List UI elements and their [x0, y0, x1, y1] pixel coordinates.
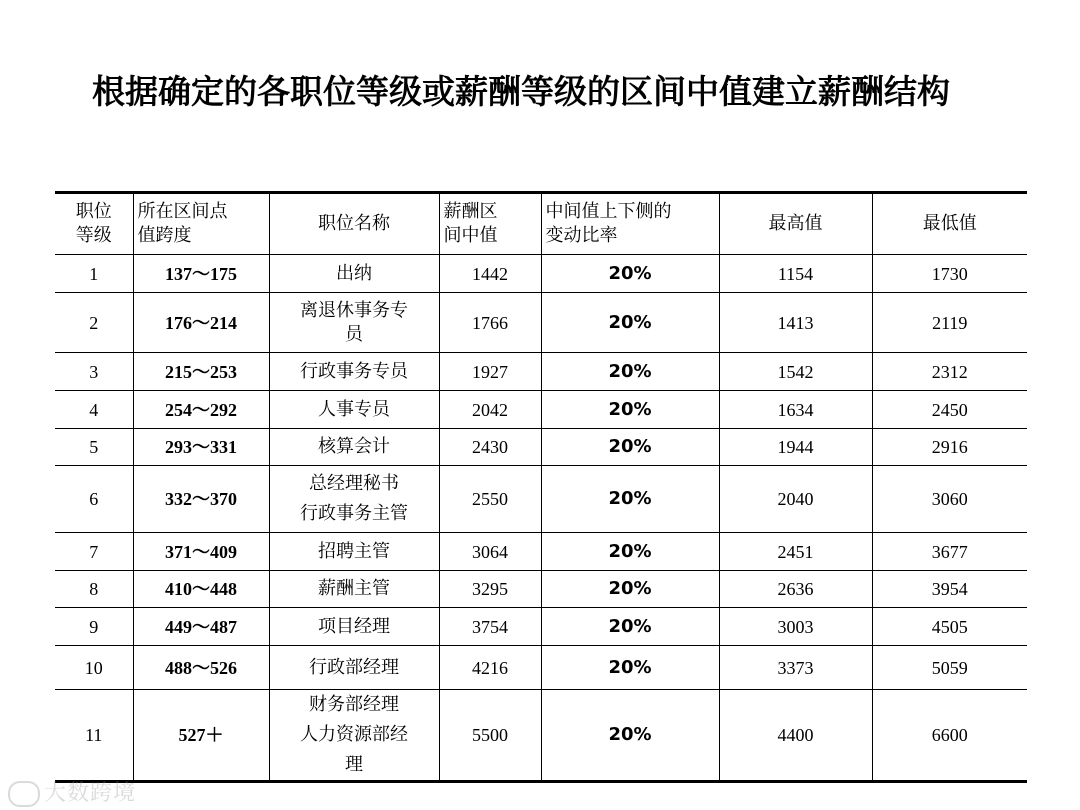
grade-cell: 11	[55, 690, 133, 782]
max-cell: 1154	[719, 255, 872, 293]
min-cell: 1730	[872, 255, 1027, 293]
ratio-cell: 20%	[541, 690, 719, 782]
position-name-cell	[269, 391, 439, 429]
span-cell: 137～175	[133, 255, 269, 293]
watermark: 大数跨境	[8, 776, 136, 807]
position-name: 人事专员	[318, 398, 390, 420]
table-row	[55, 255, 1027, 293]
header-variation-ratio: 中间值上下侧的 变动比率	[541, 193, 719, 255]
min-cell: 3060	[872, 466, 1027, 533]
min-cell: 6600	[872, 690, 1027, 782]
midpoint-cell: 1442	[439, 255, 541, 293]
ratio-cell: 20%	[541, 293, 719, 353]
header-midpoint: 薪酬区 间中值	[439, 193, 541, 255]
position-name: 财务部经理	[309, 694, 399, 715]
position-name-cell	[269, 466, 439, 533]
span-cell: 176～214	[133, 293, 269, 353]
position-name: 行政事务专员	[300, 360, 408, 382]
position-name: 薪酬主管	[318, 578, 390, 599]
ratio-cell: 20%	[541, 255, 719, 293]
max-cell: 1634	[719, 391, 872, 429]
span-cell: 488～526	[133, 646, 269, 690]
grade-cell: 5	[55, 429, 133, 466]
ratio-cell: 20%	[541, 429, 719, 466]
position-name: 出纳	[336, 262, 372, 284]
table-header-row	[55, 193, 1027, 255]
midpoint-cell: 5500	[439, 690, 541, 782]
ratio-cell: 20%	[541, 353, 719, 391]
position-name: 行政部经理	[309, 656, 399, 678]
table-row	[55, 646, 1027, 690]
position-name: 总经理秘书	[309, 473, 399, 494]
page-title: 根据确定的各职位等级或薪酬等级的区间中值建立薪酬结构	[92, 72, 950, 111]
ratio-cell: 20%	[541, 466, 719, 533]
salary-structure-table	[55, 191, 1027, 783]
span-cell: 449～487	[133, 608, 269, 646]
position-name-cell	[269, 646, 439, 690]
position-name: 核算会计	[318, 436, 390, 457]
min-cell: 2312	[872, 353, 1027, 391]
min-cell: 2119	[872, 293, 1027, 353]
table-row	[55, 608, 1027, 646]
midpoint-cell: 2042	[439, 391, 541, 429]
span-cell: 371～409	[133, 533, 269, 571]
span-cell: 527＋	[133, 690, 269, 782]
position-name-cell	[269, 608, 439, 646]
min-cell: 2450	[872, 391, 1027, 429]
position-name: 人力资源部经理	[300, 724, 408, 775]
span-cell: 215～253	[133, 353, 269, 391]
midpoint-cell: 3754	[439, 608, 541, 646]
max-cell: 2636	[719, 571, 872, 608]
midpoint-cell: 1766	[439, 293, 541, 353]
position-name: 项目经理	[318, 615, 390, 637]
table-row	[55, 429, 1027, 466]
ratio-cell: 20%	[541, 646, 719, 690]
table-row	[55, 533, 1027, 571]
position-name-cell	[269, 571, 439, 608]
max-cell: 1542	[719, 353, 872, 391]
midpoint-cell: 3064	[439, 533, 541, 571]
grade-cell: 4	[55, 391, 133, 429]
grade-cell: 8	[55, 571, 133, 608]
grade-cell: 9	[55, 608, 133, 646]
max-cell: 1413	[719, 293, 872, 353]
min-cell: 3677	[872, 533, 1027, 571]
max-cell: 1944	[719, 429, 872, 466]
grade-cell: 1	[55, 255, 133, 293]
table-row	[55, 353, 1027, 391]
grade-cell: 2	[55, 293, 133, 353]
header-span: 所在区间点 值跨度	[133, 193, 269, 255]
position-name: 离退休事务专员	[300, 299, 408, 345]
header-position-name: 职位名称	[269, 193, 439, 255]
position-name-cell	[269, 533, 439, 571]
header-min: 最低值	[872, 193, 1027, 255]
header-grade: 职位 等级	[55, 193, 133, 255]
header-max: 最高值	[719, 193, 872, 255]
min-cell: 2916	[872, 429, 1027, 466]
position-name-cell	[269, 429, 439, 466]
max-cell: 2040	[719, 466, 872, 533]
max-cell: 2451	[719, 533, 872, 571]
position-name-cell	[269, 690, 439, 782]
grade-cell: 3	[55, 353, 133, 391]
table-row	[55, 466, 1027, 533]
watermark-logo-icon	[8, 781, 40, 807]
midpoint-cell: 1927	[439, 353, 541, 391]
midpoint-cell: 2550	[439, 466, 541, 533]
position-name: 招聘主管	[318, 540, 390, 562]
grade-cell: 6	[55, 466, 133, 533]
span-cell: 254～292	[133, 391, 269, 429]
midpoint-cell: 4216	[439, 646, 541, 690]
span-cell: 293～331	[133, 429, 269, 466]
position-name-cell	[269, 255, 439, 293]
table-row	[55, 571, 1027, 608]
grade-cell: 10	[55, 646, 133, 690]
max-cell: 4400	[719, 690, 872, 782]
ratio-cell: 20%	[541, 533, 719, 571]
span-cell: 410～448	[133, 571, 269, 608]
position-name: 行政事务主管	[300, 503, 408, 524]
span-cell: 332～370	[133, 466, 269, 533]
max-cell: 3373	[719, 646, 872, 690]
table-row	[55, 293, 1027, 353]
ratio-cell: 20%	[541, 571, 719, 608]
midpoint-cell: 3295	[439, 571, 541, 608]
position-name-cell	[269, 353, 439, 391]
midpoint-cell: 2430	[439, 429, 541, 466]
min-cell: 5059	[872, 646, 1027, 690]
max-cell: 3003	[719, 608, 872, 646]
min-cell: 4505	[872, 608, 1027, 646]
grade-cell: 7	[55, 533, 133, 571]
table-row	[55, 690, 1027, 782]
position-name-cell	[269, 293, 439, 353]
ratio-cell: 20%	[541, 391, 719, 429]
ratio-cell: 20%	[541, 608, 719, 646]
min-cell: 3954	[872, 571, 1027, 608]
table-row	[55, 391, 1027, 429]
